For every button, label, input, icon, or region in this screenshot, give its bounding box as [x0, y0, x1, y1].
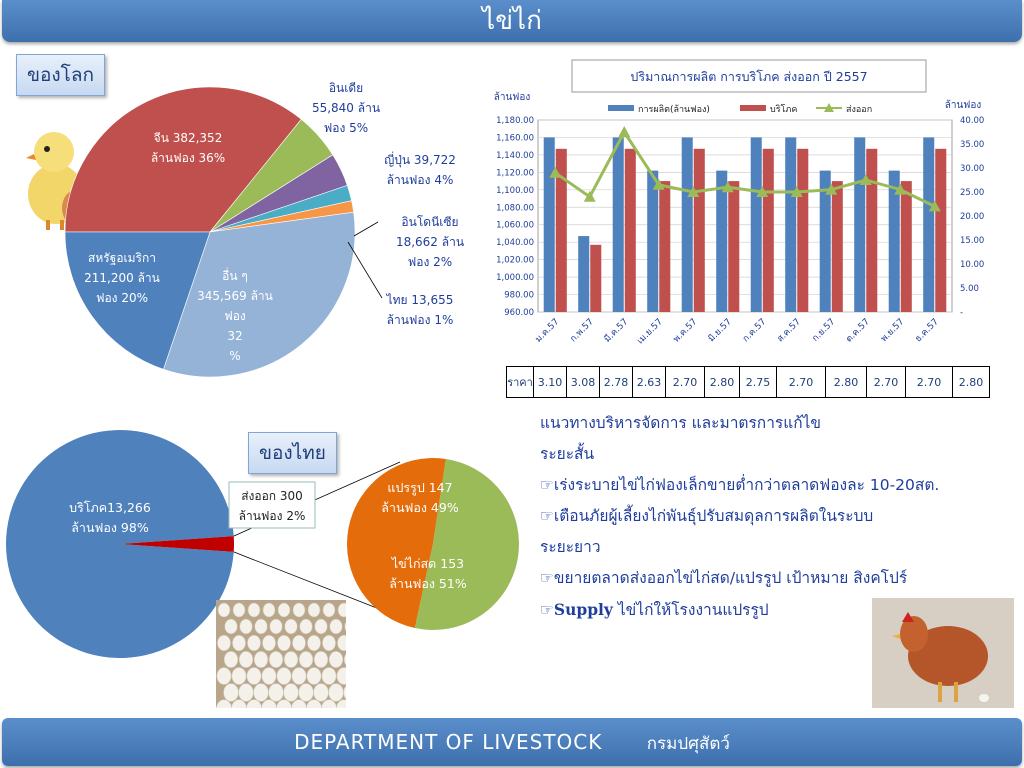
- note-item-1: [540, 470, 1010, 501]
- y2-tick-label: 40.00: [960, 116, 985, 126]
- bar-consumption: [866, 149, 877, 312]
- note-item-1-text: เร่งระบายไข่ไก่ฟองเล็กขายต่ำกว่าตลาดฟองละ 10-20สต.: [553, 476, 940, 494]
- label-processed: แปรรูป 147 ล้านฟอง 49%: [381, 480, 459, 515]
- label-japan: ญี่ปุ่น 39,722 ล้านฟอง 4%: [384, 153, 456, 187]
- egg: [218, 603, 230, 617]
- egg: [322, 667, 336, 684]
- y2-tick-label: 20.00: [960, 212, 985, 222]
- price-cell: 2.70: [867, 367, 906, 398]
- eggs-image: [216, 600, 346, 708]
- y2-tick-label: 5.00: [960, 284, 979, 294]
- legend-swatch-1: [740, 105, 766, 111]
- y-tick-label: 1,100.00: [496, 185, 534, 196]
- price-label: ราคา: [507, 367, 534, 398]
- y-tick-label: 1,020.00: [496, 255, 534, 266]
- price-cell: 2.75: [740, 367, 777, 398]
- bar-consumption: [659, 181, 670, 312]
- hand-point-icon: ☞: [540, 601, 554, 619]
- egg: [239, 651, 253, 667]
- x-tick-label: ก.พ.57: [568, 317, 596, 345]
- price-cell: 2.80: [953, 367, 990, 398]
- y2-axis-label: ล้านฟอง: [944, 100, 982, 111]
- thai-section-label-text: ของไทย: [259, 442, 326, 464]
- egg: [299, 684, 314, 702]
- egg: [314, 651, 328, 667]
- bar-consumption: [797, 149, 808, 312]
- legend-swatch-0: [608, 105, 634, 111]
- egg: [225, 619, 238, 634]
- y-tick-label: 960.00: [504, 308, 534, 318]
- label-usa: สหรัฐอเมริกา 211,200 ล้านฟอง 20%: [84, 251, 160, 305]
- note-item-4-text: ไข่ไก่ให้โรงงานแปรรูป: [612, 601, 769, 619]
- bar-consumption: [901, 181, 912, 312]
- label-indonesia: อินโดนีเซีย 18,662 ล้าน ฟอง 2%: [395, 215, 465, 269]
- y2-tick-label: 25.00: [960, 188, 985, 198]
- short-term-heading: ระยะสั้น: [540, 445, 595, 463]
- price-cell: 2.78: [600, 367, 633, 398]
- egg: [308, 603, 320, 617]
- y-tick-label: 1,060.00: [496, 220, 534, 231]
- egg: [299, 651, 313, 667]
- egg: [315, 619, 328, 634]
- y-tick-label: 1,120.00: [496, 168, 534, 179]
- x-tick-label: ต.ค.57: [844, 317, 872, 345]
- bar-consumption: [694, 149, 705, 312]
- bar-production: [923, 137, 934, 312]
- notes-heading: แนวทางบริหารจัดการ และมาตรการแก้ไข: [540, 414, 821, 432]
- x-tick-label: พ.ย.57: [879, 317, 907, 345]
- y-tick-label: 1,040.00: [496, 238, 534, 249]
- x-tick-label: ธ.ค.57: [913, 317, 941, 345]
- egg: [262, 667, 276, 684]
- egg: [292, 635, 305, 651]
- x-tick-label: ม.ค.57: [533, 317, 562, 345]
- egg: [307, 635, 320, 651]
- y-tick-label: 980.00: [504, 290, 534, 301]
- egg: [277, 635, 290, 651]
- egg: [314, 684, 329, 702]
- price-cell: 2.80: [705, 367, 740, 398]
- x-tick-label: ก.ค.57: [741, 317, 769, 345]
- long-term-heading: ระยะยาว: [540, 538, 601, 556]
- x-tick-label: เม.ย.57: [635, 317, 665, 347]
- price-cell: 2.80: [826, 367, 867, 398]
- egg: [254, 684, 269, 702]
- price-cell: 2.70: [906, 367, 953, 398]
- hand-point-icon: ☞: [540, 569, 554, 587]
- bar-production: [682, 137, 693, 312]
- egg: [277, 667, 291, 684]
- bar-production: [785, 137, 796, 312]
- y-tick-label: 1,080.00: [496, 203, 534, 214]
- egg: [293, 603, 305, 617]
- y2-tick-label: 15.00: [960, 236, 985, 246]
- egg: [292, 667, 306, 684]
- egg: [269, 684, 284, 702]
- egg: [285, 619, 298, 634]
- egg: [269, 651, 283, 667]
- label-export: ส่งออก 300 ล้านฟอง 2%: [238, 489, 306, 523]
- bar-consumption: [625, 149, 636, 312]
- egg: [278, 603, 290, 617]
- management-notes: [540, 408, 1010, 626]
- egg: [247, 635, 260, 651]
- egg: [248, 603, 260, 617]
- egg: [284, 684, 299, 702]
- price-row: [507, 367, 990, 398]
- egg: [240, 619, 253, 634]
- hand-point-icon: ☞: [540, 507, 554, 525]
- note-item-4: [540, 594, 1010, 626]
- note-item-3-text: ขยายตลาดส่งออกไข่ไก่สด/แปรรูป เป้าหมาย สิงคโปร์: [553, 569, 908, 587]
- egg: [263, 603, 275, 617]
- bar-production: [544, 137, 555, 312]
- y2-tick-label: -: [960, 308, 964, 318]
- bar-consumption: [590, 245, 601, 312]
- legend-label-1: บริโภค: [770, 105, 798, 115]
- note-item-2-text: เตือนภัยผู้เลี้ยงไก่พันธุ์ปรับสมดุลการผลิตในระบบ: [553, 507, 874, 525]
- egg: [247, 667, 261, 684]
- bar-production: [613, 137, 624, 312]
- title-banner: [2, 0, 1022, 42]
- label-fresh: ไข่ไก่สด 153 ล้านฟอง 51%: [389, 556, 467, 591]
- egg: [239, 684, 254, 702]
- y-tick-label: 1,180.00: [496, 116, 534, 126]
- x-tick-label: ก.ย.57: [810, 317, 838, 344]
- egg: [323, 603, 335, 617]
- bar-consumption: [763, 149, 774, 312]
- bar-consumption: [832, 181, 843, 312]
- egg: [270, 619, 283, 634]
- hand-point-icon: ☞: [540, 476, 554, 494]
- note-item-2: [540, 501, 1010, 532]
- world-section-label-text: ของโลก: [27, 64, 95, 86]
- page-title: ไข่ไก่: [482, 6, 542, 36]
- note-item-4-bold: Supply: [553, 600, 613, 619]
- y-axis-label: ล้านฟอง: [493, 92, 531, 103]
- y-tick-label: 1,140.00: [496, 150, 534, 161]
- legend-label-0: การผลิต(ล้านฟอง): [638, 105, 710, 115]
- price-cell: 3.08: [567, 367, 600, 398]
- egg: [307, 667, 321, 684]
- label-consume: บริโภค13,266 ล้านฟอง 98%: [69, 500, 151, 535]
- footer-dept-thai: กรมปศุสัตว์: [646, 734, 730, 754]
- x-tick-label: มี.ค.57: [602, 317, 631, 345]
- x-tick-label: ส.ค.57: [775, 317, 803, 345]
- y2-tick-label: 35.00: [960, 140, 985, 150]
- egg: [224, 651, 238, 667]
- egg: [217, 667, 231, 684]
- egg: [329, 651, 343, 667]
- label-others: อื่น ๆ 345,569 ล้านฟอง 32 %: [197, 269, 273, 363]
- note-item-3: [540, 563, 1010, 594]
- egg: [262, 635, 275, 651]
- egg: [330, 619, 343, 634]
- egg: [217, 635, 230, 651]
- price-cell: 3.10: [534, 367, 567, 398]
- bar-production: [751, 137, 762, 312]
- egg: [233, 603, 245, 617]
- egg: [255, 619, 268, 634]
- production-bar-chart: [484, 56, 1004, 362]
- label-india: อินเดีย 55,840 ล้าน ฟอง 5%: [311, 81, 381, 135]
- egg: [300, 619, 313, 634]
- bar-consumption: [935, 149, 946, 312]
- price-cell: 2.70: [666, 367, 705, 398]
- bar-production: [578, 236, 589, 312]
- y-tick-label: 1,000.00: [496, 273, 534, 284]
- x-tick-label: มิ.ย.57: [706, 317, 734, 345]
- egg: [322, 635, 335, 651]
- price-cell: 2.63: [633, 367, 666, 398]
- footer-banner: [2, 718, 1022, 766]
- y2-tick-label: 30.00: [960, 164, 985, 174]
- egg: [224, 684, 239, 702]
- egg: [254, 651, 268, 667]
- bar-production: [647, 171, 658, 312]
- y2-tick-label: 10.00: [960, 260, 985, 270]
- price-table: [506, 366, 990, 398]
- label-thai: ไทย 13,655 ล้านฟอง 1%: [386, 293, 454, 327]
- legend-label-2: ส่งออก: [846, 105, 873, 115]
- egg: [329, 684, 344, 702]
- egg: [232, 635, 245, 651]
- y-tick-label: 1,160.00: [496, 133, 534, 144]
- x-tick-label: พ.ค.57: [671, 317, 700, 345]
- footer-dept: DEPARTMENT OF LIVESTOCK: [294, 730, 603, 754]
- egg: [232, 667, 246, 684]
- label-china: จีน 382,352 ล้านฟอง 36%: [150, 131, 226, 165]
- bar-consumption: [728, 181, 739, 312]
- price-cell: 2.70: [777, 367, 826, 398]
- egg: [284, 651, 298, 667]
- bar-chart-title: ปริมาณการผลิต การบริโภค ส่งออก ปี 2557: [630, 69, 868, 84]
- bar-production: [854, 137, 865, 312]
